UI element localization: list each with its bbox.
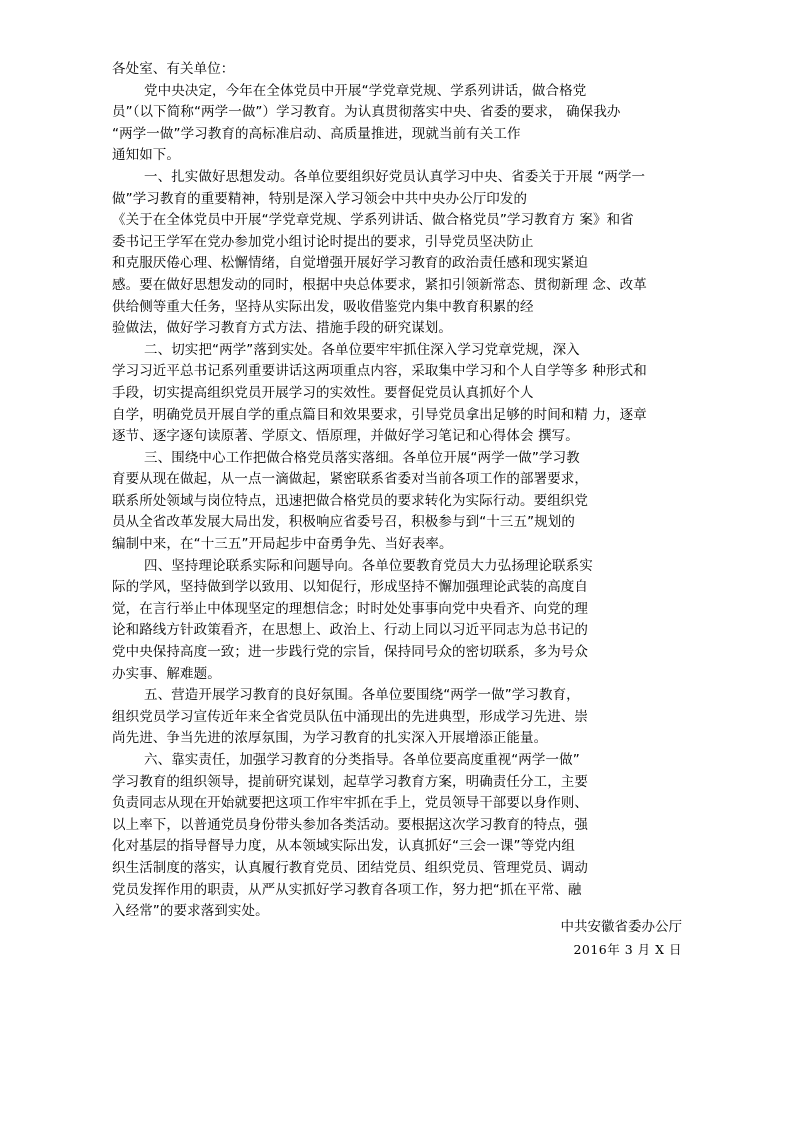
text-line: 委书记王学军在党办参加党小组讨论时提出的要求，引导党员坚决防止 — [112, 233, 534, 250]
signature-block — [112, 917, 682, 960]
text-line: 学习教育的组织领导，提前研究谋划，起草学习教育方案，明确责任分工，主要 — [112, 773, 588, 790]
text-line: 办实事、解难题。 — [112, 665, 221, 682]
text-line: 化对基层的指导督导力度，从本领域实际出发，认真抓好“三会一课”等党内组 — [112, 838, 575, 855]
issuer-name: 中共安徽省委办公厅 — [560, 919, 682, 935]
text-line: 一、扎实做好思想发动。各单位要组织好党员认真学习中央、省委关于开展 “两学一 — [144, 168, 646, 185]
paragraph-lines — [112, 81, 692, 923]
text-line: 论和路线方针政策看齐，在思想上、政治上、行动上同以习近平同志为总书记的 — [112, 622, 588, 639]
text-line: 党员发挥作用的职责，从严从实抓好学习教育各项工作，努力把“抓在平常、融 — [112, 881, 582, 898]
text-line: 尚先进、争当先进的浓厚氛围，为学习教育的扎实深入开展增添正能量。 — [112, 730, 548, 747]
text-line: 二、切实把“两学”落到实处。各单位要牢牢抓住深入学习党章党规，深入 — [144, 341, 580, 358]
text-line: 负责同志从现在开始就要把这项工作牢牢抓在手上，党员领导干部要以身作则、 — [112, 795, 588, 812]
issue-date: 2016年 3 月 X 日 — [573, 941, 682, 957]
text-line: 育要从现在做起，从一点一滴做起，紧密联系省委对当前各项工作的部署要求， — [112, 471, 588, 488]
text-line: 员从全省改革发展大局出发，积极响应省委号召，积极参与到“十三五”规划的 — [112, 514, 575, 531]
text-line: 组织党员学习宣传近年来全省党员队伍中涌现出的先进典型，形成学习先进、崇 — [112, 708, 588, 725]
text-line: 做”学习教育的重要精神，特别是深入学习领会中共中央办公厅印发的 — [112, 190, 528, 207]
text-line: 编制中来，在“十三五”开局起步中奋勇争先、当好表率。 — [112, 536, 453, 553]
text-line: 自学，明确党员开展自学的重点篇目和效果要求，引导党员拿出足够的时间和精 力，逐章 — [112, 406, 647, 423]
text-line: 三、围绕中心工作把做合格党员落实落细。各单位开展“两学一做”学习教 — [144, 449, 580, 466]
text-line: 和克服厌倦心理、松懈情绪，自觉增强开展好学习教育的政治责任感和现实紧迫 — [112, 255, 588, 272]
document-body — [112, 59, 692, 923]
text-line: 际的学风，坚持做到学以致用、以知促行，形成坚持不懈加强理论武装的高度自 — [112, 579, 588, 596]
text-line: 逐节、逐字逐句读原著、学原文、悟原理，并做好学习笔记和心得体会 撰写。 — [112, 428, 579, 445]
text-line: 党中央决定，今年在全体党员中开展“学党章党规、学系列讲话，做合格党 — [144, 82, 587, 99]
text-line: 入经常”的要求落到实处。 — [112, 903, 269, 920]
text-line: 五、营造开展学习教育的良好氛围。各单位要围绕“两学一做”学习教育， — [144, 687, 580, 704]
text-line: 六、靠实责任，加强学习教育的分类指导。各单位要高度重视“两学一做” — [144, 752, 580, 768]
salutation: 各处室、有关单位： — [112, 61, 235, 77]
text-line: 学习习近平总书记系列重要讲话这两项重点内容，采取集中学习和个人自学等多 种形式和 — [112, 363, 647, 380]
text-line: 员”（以下简称“两学一做”）学习教育。为认真贯彻落实中央、省委的要求， 确保我办 — [112, 104, 621, 121]
text-line: 《关于在全体党员中开展“学党章党规、学系列讲话、做合格党员”学习教育方 案》和省 — [112, 212, 634, 229]
text-line: 手段，切实提高组织党员开展学习的实效性。要督促党员认真抓好个人 — [112, 384, 534, 401]
text-line: 以上率下，以普通党员身份带头参加各类活动。要根据这次学习教育的特点，强 — [112, 816, 588, 833]
text-line: “两学一做”学习教育的高标准启动、高质量推进，现就当前有关工作 — [112, 125, 521, 142]
text-line: 党中央保持高度一致；进一步践行党的宗旨，保持同号众的密切联系，多为号众 — [112, 644, 588, 661]
text-line: 通知如下。 — [112, 147, 180, 164]
text-line: 联系所处领域与岗位特点，迅速把做合格党员的要求转化为实际行动。要组织党 — [112, 492, 588, 509]
text-line: 供给侧等重大任务，坚持从实际出发，吸收借鉴党内集中教育积累的经 — [112, 298, 534, 315]
text-line: 四、坚持理论联系实际和问题导向。各单位要教育党员大力弘扬理论联系实 — [144, 557, 593, 574]
text-line: 验做法，做好学习教育方式方法、措施手段的研究谋划。 — [112, 320, 452, 337]
text-line: 觉，在言行举止中体现坚定的理想信念；时时处处事事向党中央看齐、向党的理 — [112, 600, 588, 617]
text-line: 织生活制度的落实，认真履行教育党员、团结党员、组织党员、管理党员、调动 — [112, 859, 588, 876]
text-line: 感。要在做好思想发动的同时，根据中央总体要求，紧扣引领新常态、贯彻新理 念、改革 — [112, 276, 647, 293]
